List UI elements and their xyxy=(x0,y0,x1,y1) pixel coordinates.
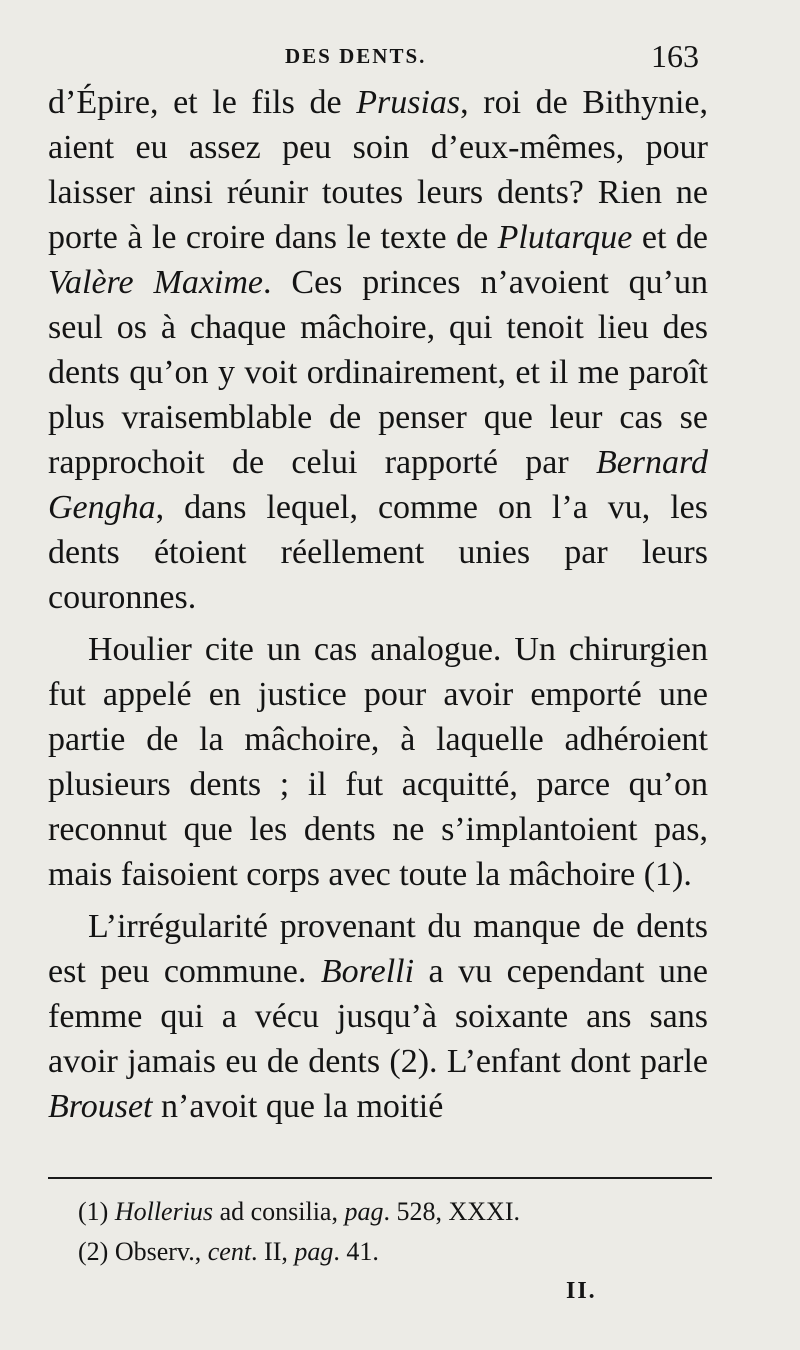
page-header xyxy=(0,38,800,78)
paragraph xyxy=(48,904,708,1129)
text-run: . 528, XXXI. xyxy=(383,1197,520,1226)
italic-text: Plutarque xyxy=(497,219,633,256)
body-text xyxy=(48,80,708,1162)
text-run: . Ces princes n’avoient qu’un seul os à chaque mâchoire, qui tenoit lieu des dents qu’on y voit ordinairement, et il me paroît plus vraisemblable de penser que leur cas se rapprochoit de celui rapporté par xyxy=(48,264,708,481)
italic-text: Valère Maxime xyxy=(48,264,263,301)
italic-text: pag xyxy=(344,1197,384,1226)
running-title: DES DENTS. xyxy=(285,44,427,68)
footnote xyxy=(78,1232,708,1272)
italic-text: Brouset xyxy=(48,1088,153,1125)
text-run: . 41. xyxy=(333,1237,379,1266)
text-run: L’irrégularité provenant du manque de dents est peu commune. xyxy=(48,908,708,990)
text-run: ad consilia, xyxy=(213,1197,345,1226)
footnotes xyxy=(78,1192,708,1272)
italic-text: Hollerius xyxy=(114,1197,214,1226)
text-run: Houlier cite un cas analogue. Un chirurgien fut appelé en justice pour avoir emporté une partie de la mâchoire, à laquelle adhéroient plusieurs dents ; il fut acquitté, parce qu’on reconnut que les dents ne s’implantoient pas, mais faisoient corps avec toute la mâchoire (1). xyxy=(48,631,708,893)
signature-mark: II. xyxy=(566,1278,597,1304)
text-run: (1) xyxy=(78,1197,115,1226)
text-run: , dans lequel, comme on l’a vu, les dents étoient réellement unies par leurs couronnes. xyxy=(48,489,708,616)
italic-text: Bernard Gengha xyxy=(48,444,708,526)
footnote-rule xyxy=(48,1177,712,1179)
italic-text: Borelli xyxy=(320,953,415,990)
text-run: . II, xyxy=(251,1237,295,1266)
paragraph xyxy=(48,80,708,620)
page-number: 163 xyxy=(651,38,699,74)
paragraph xyxy=(48,627,708,897)
text-run: n’avoit que la moitié xyxy=(152,1088,444,1125)
italic-text: pag xyxy=(294,1237,334,1266)
text-run: et de xyxy=(632,219,708,256)
text-run: , roi de Bithynie, aient eu assez peu soin d’eux-mêmes, pour laisser ainsi réunir toutes leurs dents? Rien ne porte à le croire dans le texte de xyxy=(48,84,708,256)
text-run: (2) Observ., xyxy=(78,1237,208,1266)
footnote xyxy=(78,1192,708,1232)
text-run: a vu cependant une femme qui a vécu jusqu’à soixante ans sans avoir jamais eu de dents (2). L’enfant dont parle xyxy=(48,953,708,1080)
italic-text: Prusias xyxy=(356,84,461,121)
italic-text: cent xyxy=(207,1237,252,1266)
text-run: d’Épire, et le fils de xyxy=(48,84,357,121)
